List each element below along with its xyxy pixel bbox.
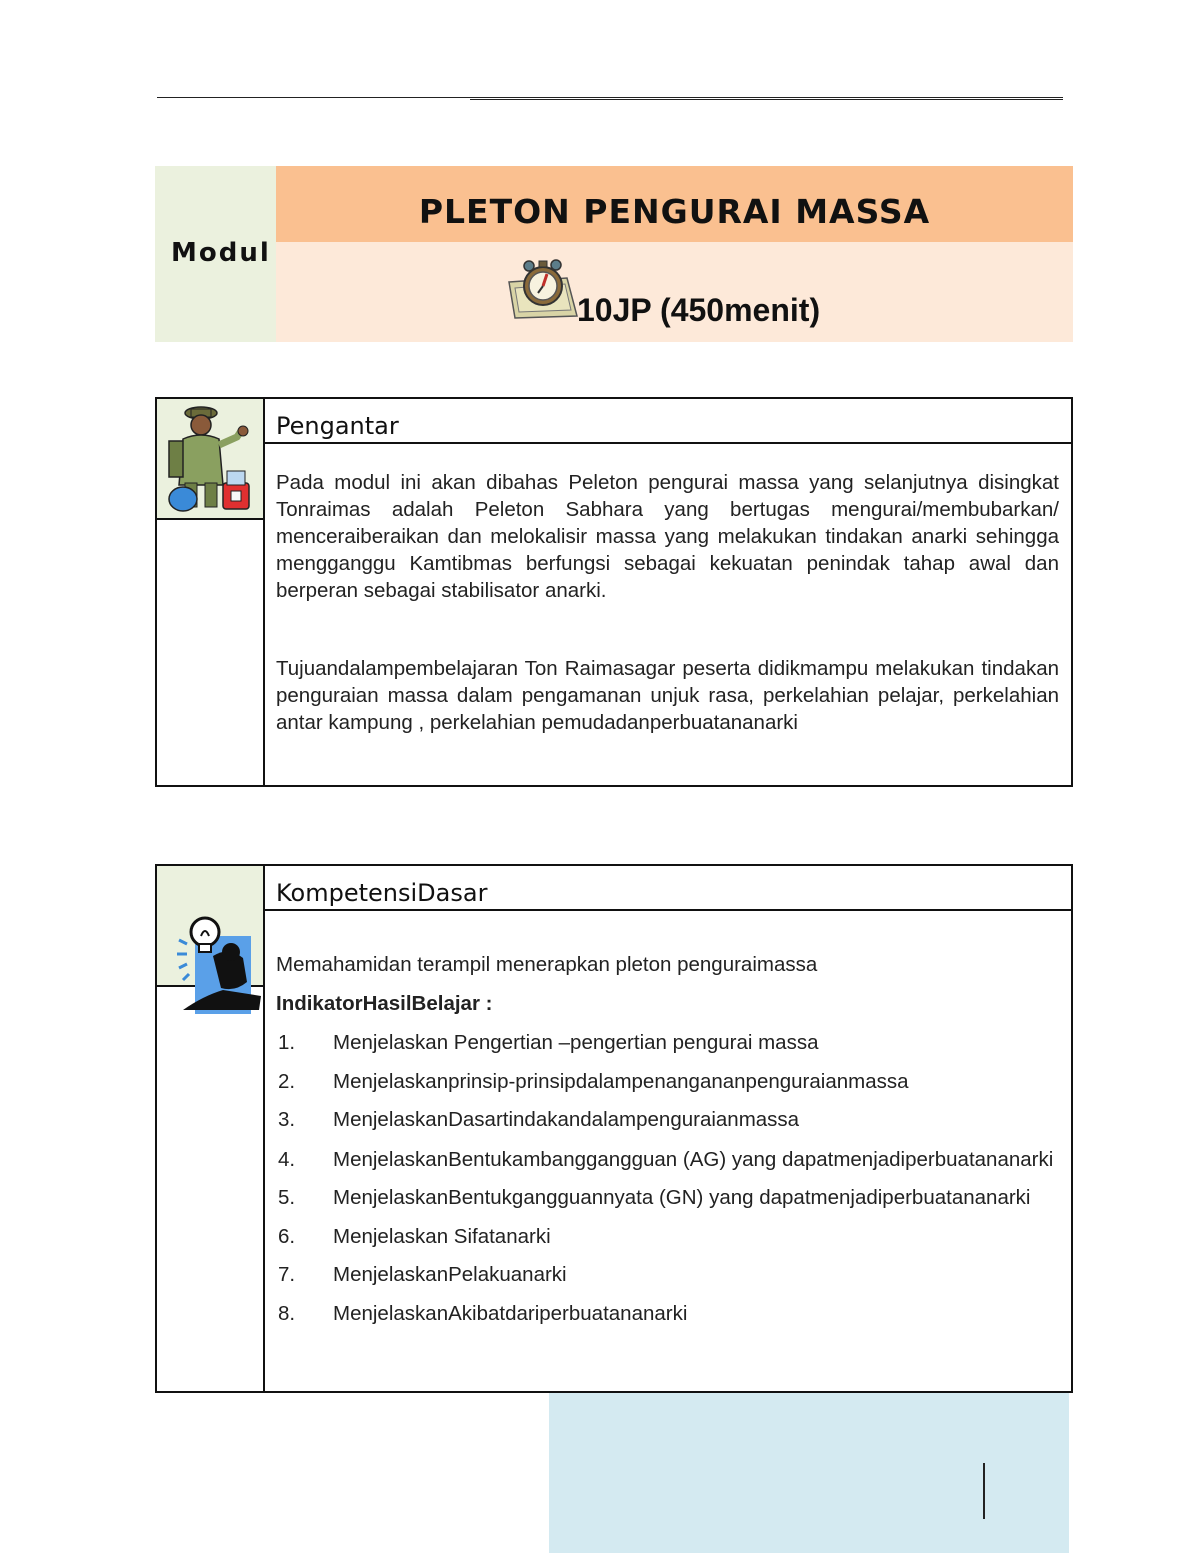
pengantar-icon-column bbox=[157, 399, 265, 785]
top-rule bbox=[157, 97, 1063, 98]
list-text: MenjelaskanBentukambanggangguan (AG) yang dapatmenjadiperbuatananarki bbox=[333, 1148, 1054, 1171]
pengantar-title: Pengantar bbox=[276, 412, 399, 440]
list-number: 1. bbox=[278, 1031, 296, 1054]
list-item bbox=[276, 1107, 1059, 1133]
top-rule-secondary bbox=[470, 99, 1063, 100]
list-text: MenjelaskanDasartindakandalampenguraianmassa bbox=[333, 1108, 800, 1131]
list-number: 7. bbox=[278, 1263, 296, 1286]
pengantar-section bbox=[155, 397, 1073, 787]
list-item bbox=[276, 1301, 1059, 1327]
modul-cell bbox=[155, 166, 276, 342]
lightbulb-thinker-icon bbox=[173, 910, 265, 1022]
list-item bbox=[276, 1185, 1059, 1211]
footer-divider bbox=[983, 1463, 985, 1519]
module-title: PLETON PENGURAI MASSA bbox=[418, 192, 931, 231]
list-item bbox=[276, 1030, 1059, 1056]
list-item bbox=[276, 1224, 1059, 1250]
kompetensi-title: KompetensiDasar bbox=[276, 879, 488, 907]
duration-band bbox=[276, 242, 1073, 342]
list-text: MenjelaskanPelakuanarki bbox=[333, 1263, 567, 1286]
list-number: 2. bbox=[278, 1070, 296, 1093]
kompetensi-section bbox=[155, 864, 1073, 1393]
list-item bbox=[276, 1147, 1059, 1173]
list-text: MenjelaskanBentukgangguannyata (GN) yang dapatmenjadiperbuatananarki bbox=[333, 1186, 1031, 1209]
list-number: 4. bbox=[278, 1148, 296, 1171]
pengantar-paragraph-1: Pada modul ini akan dibahas Peleton pengurai massa yang selanjutnya disingkat Tonraimas adalah Peleton Sabhara yang bertugas mengurai/membubarkan/ menceraiberaikan dan melokalisir massa yang melakukan tindakan anarki sehingga mengganggu Kamtibmas berfungsi sebagai kekuatan penindak tahap awal dan berperan sebagai stabilisator anarki. bbox=[276, 471, 1059, 602]
list-number: 5. bbox=[278, 1186, 296, 1209]
indikator-list bbox=[276, 1030, 1059, 1327]
list-item bbox=[276, 1069, 1059, 1095]
kompetensi-icon-column bbox=[157, 866, 265, 1391]
list-item bbox=[276, 1262, 1059, 1288]
kompetensi-header bbox=[265, 866, 1071, 911]
modul-label: Modul bbox=[171, 238, 271, 268]
list-number: 6. bbox=[278, 1225, 296, 1248]
soldier-icon bbox=[165, 401, 257, 519]
list-text: Menjelaskan Pengertian –pengertian pengurai massa bbox=[333, 1031, 819, 1054]
alarm-clock-icon bbox=[505, 252, 585, 330]
list-number: 8. bbox=[278, 1302, 296, 1325]
list-text: Menjelaskan Sifatanarki bbox=[333, 1225, 551, 1248]
pengantar-icon-cell bbox=[157, 399, 263, 520]
kompetensi-intro: Memahamidan terampil menerapkan pleton penguraimassa bbox=[276, 953, 818, 976]
footer-panel bbox=[549, 1393, 1069, 1553]
list-text: Menjelaskanprinsip-prinsipdalampenangananpenguraianmassa bbox=[333, 1070, 909, 1093]
list-text: MenjelaskanAkibatdariperbuatananarki bbox=[333, 1302, 688, 1325]
pengantar-header bbox=[265, 399, 1071, 444]
duration-text: 10JP (450menit) bbox=[577, 292, 821, 328]
indikator-title: IndikatorHasilBelajar : bbox=[276, 992, 493, 1015]
module-header bbox=[155, 166, 1073, 342]
list-number: 3. bbox=[278, 1108, 296, 1131]
title-band bbox=[276, 166, 1073, 242]
pengantar-paragraph-2: Tujuandalampembelajaran Ton Raimasagar peserta didikmampu melakukan tindakan penguraian massa dalam pengamanan unjuk rasa, perkelahian pelajar, perkelahian antar kampung , perkelahian pemudadanperbuatananarki bbox=[276, 657, 1059, 734]
